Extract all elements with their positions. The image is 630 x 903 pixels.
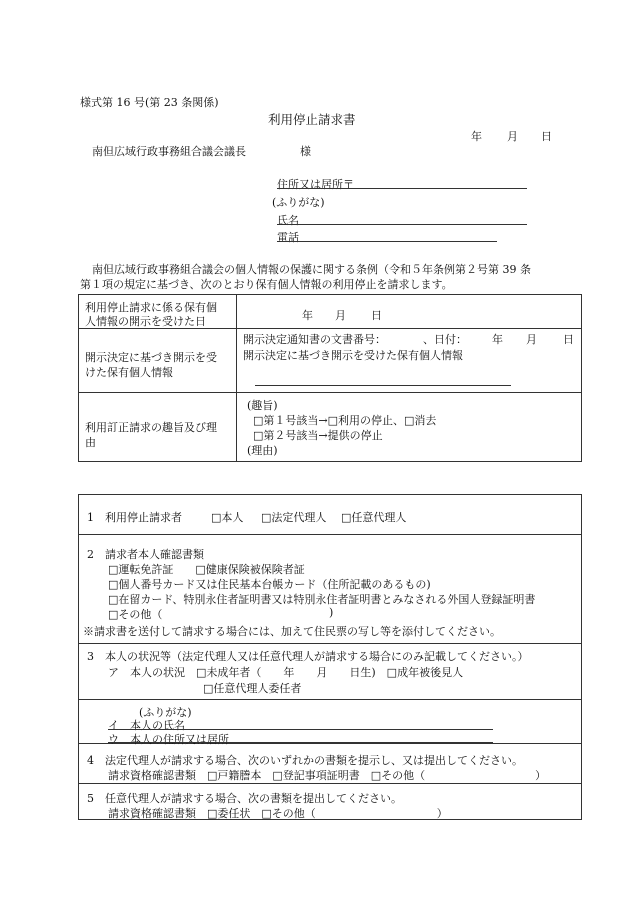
honorific: 様 [300, 145, 311, 158]
section4-title: 4 法定代理人が請求する場合、次のいずれかの書類を提示し、又は提出してください。 [87, 754, 523, 767]
furigana-label: (ふりがな) [272, 196, 325, 209]
section2-line-3[interactable]: □在留カード、特別永住者証明書又は特別永住者証明書とみなされる外国人登録証明書 [108, 593, 536, 606]
section3-line-a2[interactable]: □任意代理人委任者 [203, 682, 302, 695]
name-field[interactable] [277, 224, 527, 225]
phone-field[interactable] [277, 241, 497, 242]
row3-option-1[interactable]: □第１号該当→□利用の停止、□消去 [253, 414, 437, 427]
address-field[interactable] [277, 188, 527, 189]
row1-day: 日 [371, 309, 382, 322]
row2-day: 日 [563, 333, 574, 346]
section2-title: 2 請求者本人確認書類 [87, 548, 204, 561]
date-month-label: 月 [507, 130, 518, 143]
addressee: 南但広域行政事務組合議会議長 [92, 145, 246, 158]
section2-other-close: ) [329, 606, 334, 619]
row3-purpose: (趣旨) [247, 399, 278, 412]
section3-address-label: ウ 本人の住所又は居所 [108, 733, 229, 746]
intro-line-1: 南但広域行政事務組合議会の個人情報の保護に関する条例（令和５年条例第２号第 39 条 [92, 263, 531, 276]
section3-title: 3 本人の状況等（法定代理人又は任意代理人が請求する場合にのみ記載してください。） [87, 650, 529, 663]
row1-year: 年 [302, 309, 313, 322]
section1-label: 1 利用停止請求者 [87, 511, 182, 524]
phone-label: 電話 [277, 231, 299, 244]
row1-month: 月 [335, 309, 346, 322]
intro-line-2: 第１項の規定に基づき、次のとおり保有個人情報の利用停止を請求します。 [80, 278, 453, 291]
row3-label-2: 由 [85, 436, 96, 449]
section2-other-open[interactable]: □その他（ [108, 608, 163, 621]
requester-table [78, 494, 582, 820]
section3-line-a[interactable]: ア 本人の状況 □未成年者（ 年 月 日生) □成年被後見人 [108, 666, 464, 679]
option-legal-agent[interactable]: □法定代理人 [261, 511, 327, 524]
name-label: 氏名 [277, 214, 299, 227]
row3-reason: (理由) [247, 444, 278, 457]
row1-label-1: 利用停止請求に係る保有個 [85, 301, 217, 314]
section3-address-field[interactable] [108, 742, 493, 743]
address-label: 住所又は居所〒 [277, 178, 354, 191]
row2-info-field[interactable] [255, 385, 511, 386]
row2-doc-number: 開示決定通知書の文書番号： [243, 333, 386, 346]
section3-name-field[interactable] [108, 729, 493, 730]
form-number: 様式第 16 号(第 23 条関係) [80, 96, 219, 109]
page-title: 利用停止請求書 [268, 112, 356, 127]
row2-label-2: けた保有個人情報 [85, 366, 173, 379]
row2-date-label: 、日付： [423, 333, 467, 346]
date-day-label: 日 [541, 130, 552, 143]
row3-option-2[interactable]: □第２号該当→提供の停止 [253, 429, 383, 442]
section5-title: 5 任意代理人が請求する場合、次の書類を提出してください。 [87, 792, 402, 805]
disclosure-table [78, 294, 582, 462]
row3-label-1: 利用訂正請求の趣旨及び理 [85, 421, 217, 434]
date-year-label: 年 [471, 130, 482, 143]
section2-line-2[interactable]: □個人番号カード又は住民基本台帳カード（住所記載のあるもの) [108, 578, 431, 591]
row2-month: 月 [526, 333, 537, 346]
option-voluntary-agent[interactable]: □任意代理人 [341, 511, 407, 524]
section4-line[interactable]: 請求資格確認書類 □戸籍謄本 □登記事項証明書 □その他（ ） [108, 769, 547, 782]
option-self[interactable]: □本人 [211, 511, 244, 524]
section2-line-1[interactable]: □運転免許証 □健康保険被保険者証 [108, 563, 305, 576]
section5-line[interactable]: 請求資格確認書類 □委任状 □その他（ ） [108, 807, 448, 820]
row1-label-2: 人情報の開示を受けた日 [85, 315, 206, 328]
section2-note: ※請求書を送付して請求する場合には、加えて住民票の写し等を添付してください。 [83, 625, 501, 638]
row2-year: 年 [492, 333, 503, 346]
section3-name-label: イ 本人の氏名 [108, 719, 185, 732]
row2-label-1: 開示決定に基づき開示を受 [85, 351, 217, 364]
row2-info-label: 開示決定に基づき開示を受けた保有個人情報 [243, 349, 463, 362]
section3-furigana: (ふりがな) [139, 706, 192, 719]
